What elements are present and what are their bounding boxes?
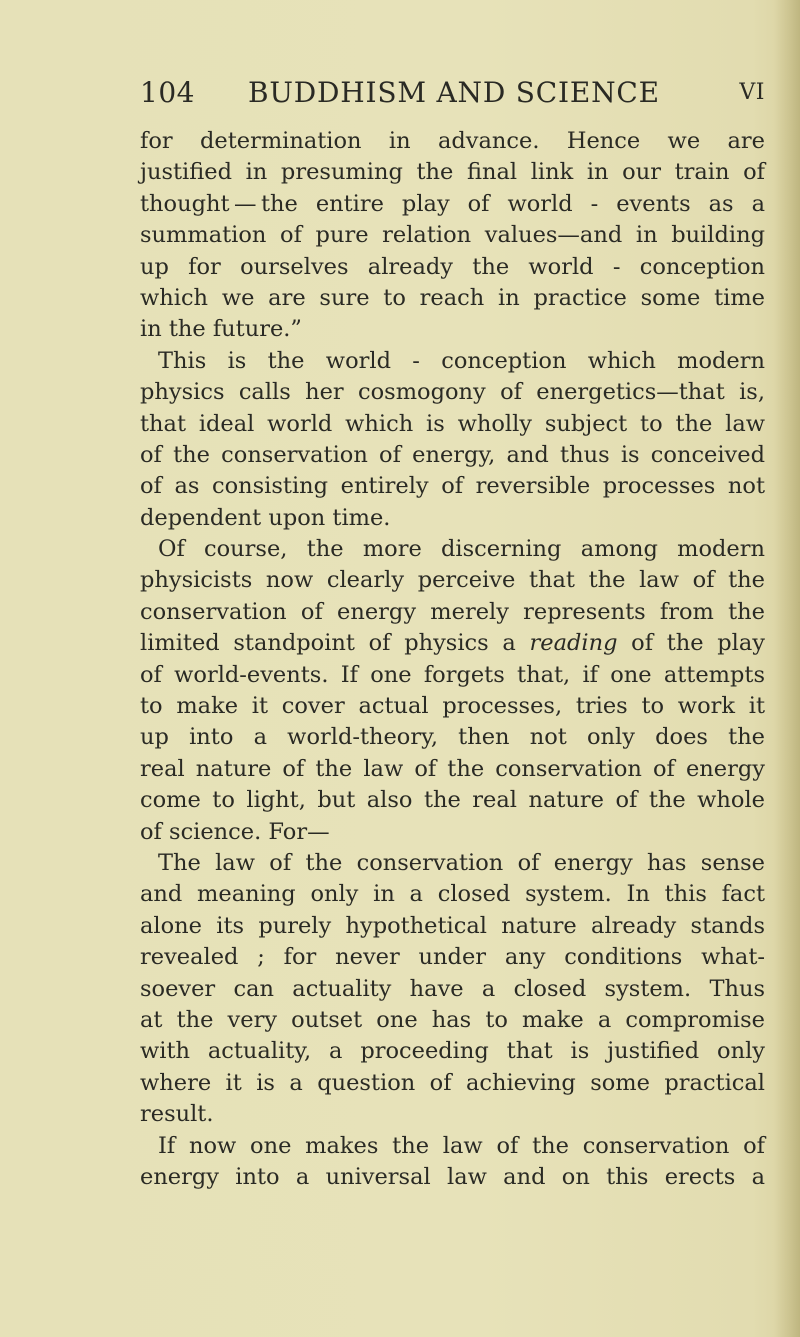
text-line: in the future.” bbox=[140, 316, 302, 343]
text-line: up into a world-theory, then not only does the bbox=[140, 724, 765, 751]
chapter-number: VI bbox=[739, 80, 765, 105]
text-line bbox=[140, 628, 765, 659]
text-line: alone its purely hypothetical nature already stands bbox=[140, 912, 765, 939]
text-line: up for ourselves already the world - conception bbox=[140, 253, 765, 280]
text-line: thought — the entire play of world - events as a bbox=[140, 190, 765, 217]
text-line: revealed ; for never under any conditions what- bbox=[140, 944, 765, 971]
text-line: where it is a question of achieving some practical bbox=[140, 1069, 765, 1096]
text-line: which we are sure to reach in practice some time bbox=[140, 284, 765, 311]
text-line: of science. For— bbox=[140, 818, 330, 845]
body-text bbox=[140, 126, 765, 1193]
text-line: The law of the conservation of energy has sense bbox=[158, 849, 765, 876]
text-line: for determination in advance. Hence we are bbox=[140, 128, 765, 154]
text-line: physics calls her cosmogony of energetics—that is, bbox=[140, 379, 765, 406]
text-fragment: of the play bbox=[617, 630, 765, 657]
text-line: energy into a universal law and on this erects a bbox=[140, 1163, 765, 1190]
text-line: dependent upon time. bbox=[140, 504, 391, 531]
text-line: This is the world - conception which modern bbox=[158, 347, 765, 374]
text-line: to make it cover actual processes, tries to work it bbox=[140, 693, 765, 720]
text-fragment: limited standpoint of physics a bbox=[140, 630, 530, 657]
text-line: of world-events. If one forgets that, if one attempts bbox=[140, 661, 765, 688]
text-line: come to light, but also the real nature of the whole bbox=[140, 787, 765, 814]
running-header bbox=[140, 76, 765, 112]
text-line: of the conservation of energy, and thus is conceived bbox=[140, 441, 765, 468]
text-line: conservation of energy merely represents from the bbox=[140, 598, 765, 625]
text-line: soever can actuality have a closed system. Thus bbox=[140, 975, 765, 1002]
page-edge-shadow bbox=[774, 0, 800, 1337]
text-line: Of course, the more discerning among modern bbox=[158, 536, 765, 563]
text-line: summation of pure relation values—and in building bbox=[140, 222, 765, 249]
text-line: that ideal world which is wholly subject to the law bbox=[140, 410, 765, 437]
text-line: result. bbox=[140, 1101, 214, 1128]
text-line: justified in presuming the final link in our train of bbox=[140, 159, 765, 186]
page-number: 104 bbox=[140, 76, 195, 109]
text-line: at the very outset one has to make a compromise bbox=[140, 1006, 765, 1033]
text-line: and meaning only in a closed system. In this fact bbox=[140, 881, 765, 908]
text-line: physicists now clearly perceive that the law of the bbox=[140, 567, 765, 594]
running-title: BUDDHISM AND SCIENCE bbox=[248, 76, 660, 109]
text-line: real nature of the law of the conservation of energy bbox=[140, 755, 765, 782]
text-line: If now one makes the law of the conservation of bbox=[158, 1132, 765, 1159]
text-line: with actuality, a proceeding that is justified only bbox=[140, 1038, 765, 1065]
text-line: of as consisting entirely of reversible processes not bbox=[140, 473, 765, 500]
italic-word: reading bbox=[529, 630, 618, 657]
